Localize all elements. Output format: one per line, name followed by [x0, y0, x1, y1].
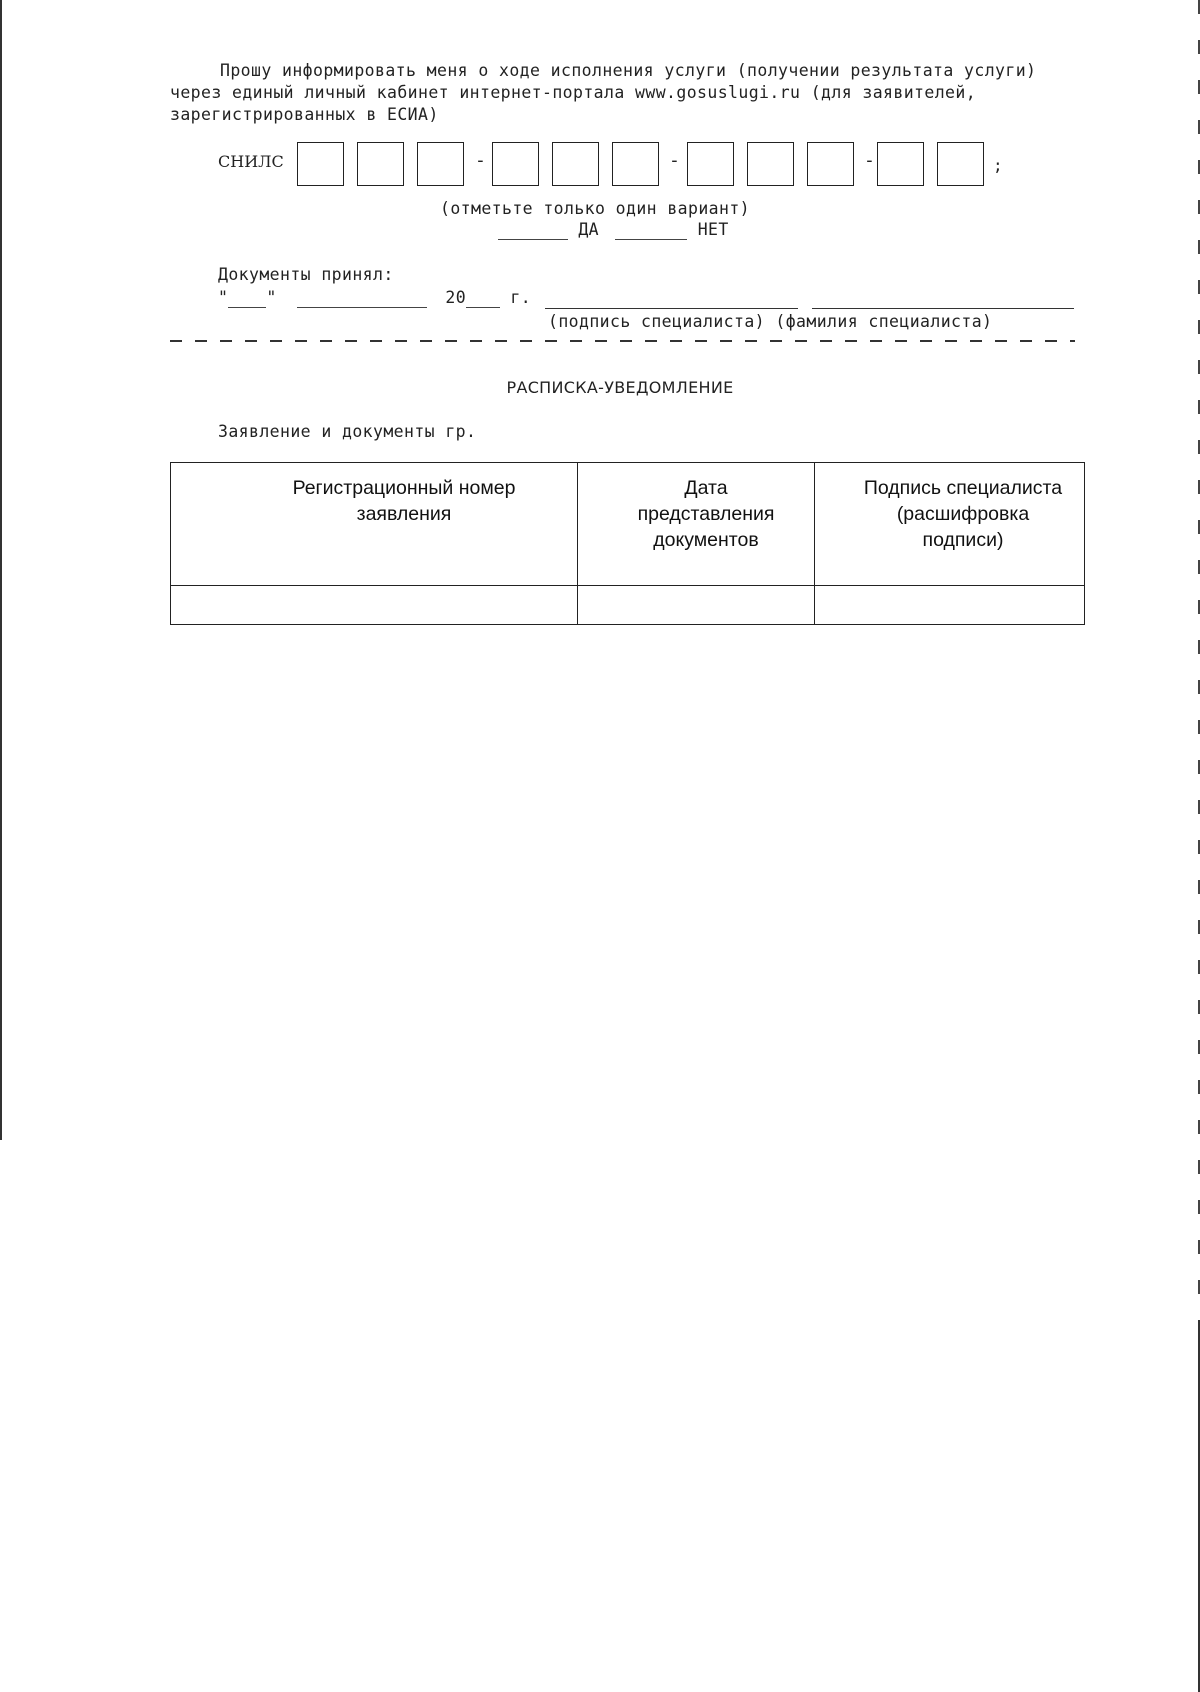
inform-paragraph: Прошу информировать меня о ходе исполнения услуги (получении результата услуги) через единый личный кабинет интернет-портала www.gosuslugi.ru (для заявителей, зарегистрированных в ЕСИА)	[170, 61, 1037, 124]
quote-close: "	[266, 288, 277, 307]
header-reg-number: Регистрационный номер заявления	[171, 463, 578, 586]
year-prefix: 20	[445, 288, 467, 307]
scan-edge-left	[0, 0, 2, 1140]
quote-open: "	[218, 288, 229, 307]
cell-specialist-signature[interactable]	[815, 586, 1085, 625]
specialist-signature-field[interactable]	[545, 308, 798, 309]
snils-separator: -	[475, 150, 487, 171]
day-field[interactable]	[228, 288, 266, 308]
cell-submission-date[interactable]	[578, 586, 815, 625]
header-submission-date: Дата представления документов	[578, 463, 815, 586]
header-specialist-signature: Подпись специалиста (расшифровка подписи)	[815, 463, 1085, 586]
year-suffix: г.	[510, 288, 532, 307]
snils-label: СНИЛС	[218, 152, 284, 171]
table-row	[171, 586, 1085, 625]
snils-digit-box[interactable]	[807, 142, 854, 186]
snils-digit-box[interactable]	[877, 142, 924, 186]
snils-digit-box[interactable]	[297, 142, 344, 186]
option-yes: ДА	[578, 220, 600, 239]
accepted-label: Документы принял:	[218, 265, 394, 284]
option-no: НЕТ	[697, 220, 729, 239]
specialist-surname-field[interactable]	[812, 308, 1074, 309]
choose-note: (отметьте только один вариант)	[440, 199, 751, 218]
no-mark-field[interactable]	[615, 220, 687, 240]
yes-no-options	[498, 220, 729, 240]
yes-mark-field[interactable]	[498, 220, 568, 240]
snils-separator: -	[669, 150, 681, 171]
snils-digit-box[interactable]	[357, 142, 404, 186]
snils-digit-box[interactable]	[937, 142, 984, 186]
cut-line	[170, 340, 1075, 342]
accepted-date-line	[218, 288, 531, 308]
snils-digit-box[interactable]	[492, 142, 539, 186]
receipt-title: РАСПИСКА-УВЕДОМЛЕНИЕ	[506, 378, 734, 397]
snils-digit-box[interactable]	[612, 142, 659, 186]
signature-caption: (подпись специалиста)	[548, 312, 766, 331]
snils-digit-box[interactable]	[747, 142, 794, 186]
surname-caption: (фамилия специалиста)	[775, 312, 993, 331]
registration-table	[170, 462, 1085, 625]
year-field[interactable]	[466, 288, 500, 308]
month-field[interactable]	[297, 288, 427, 308]
snils-digit-box[interactable]	[552, 142, 599, 186]
table-header-row	[171, 463, 1085, 586]
snils-digit-box[interactable]	[687, 142, 734, 186]
snils-separator: -	[864, 150, 876, 171]
snils-digit-box[interactable]	[417, 142, 464, 186]
snils-end-mark: ;	[993, 156, 1004, 175]
signature-captions	[548, 312, 992, 331]
receipt-text: Заявление и документы гр.	[218, 422, 477, 441]
cell-reg-number[interactable]	[171, 586, 578, 625]
